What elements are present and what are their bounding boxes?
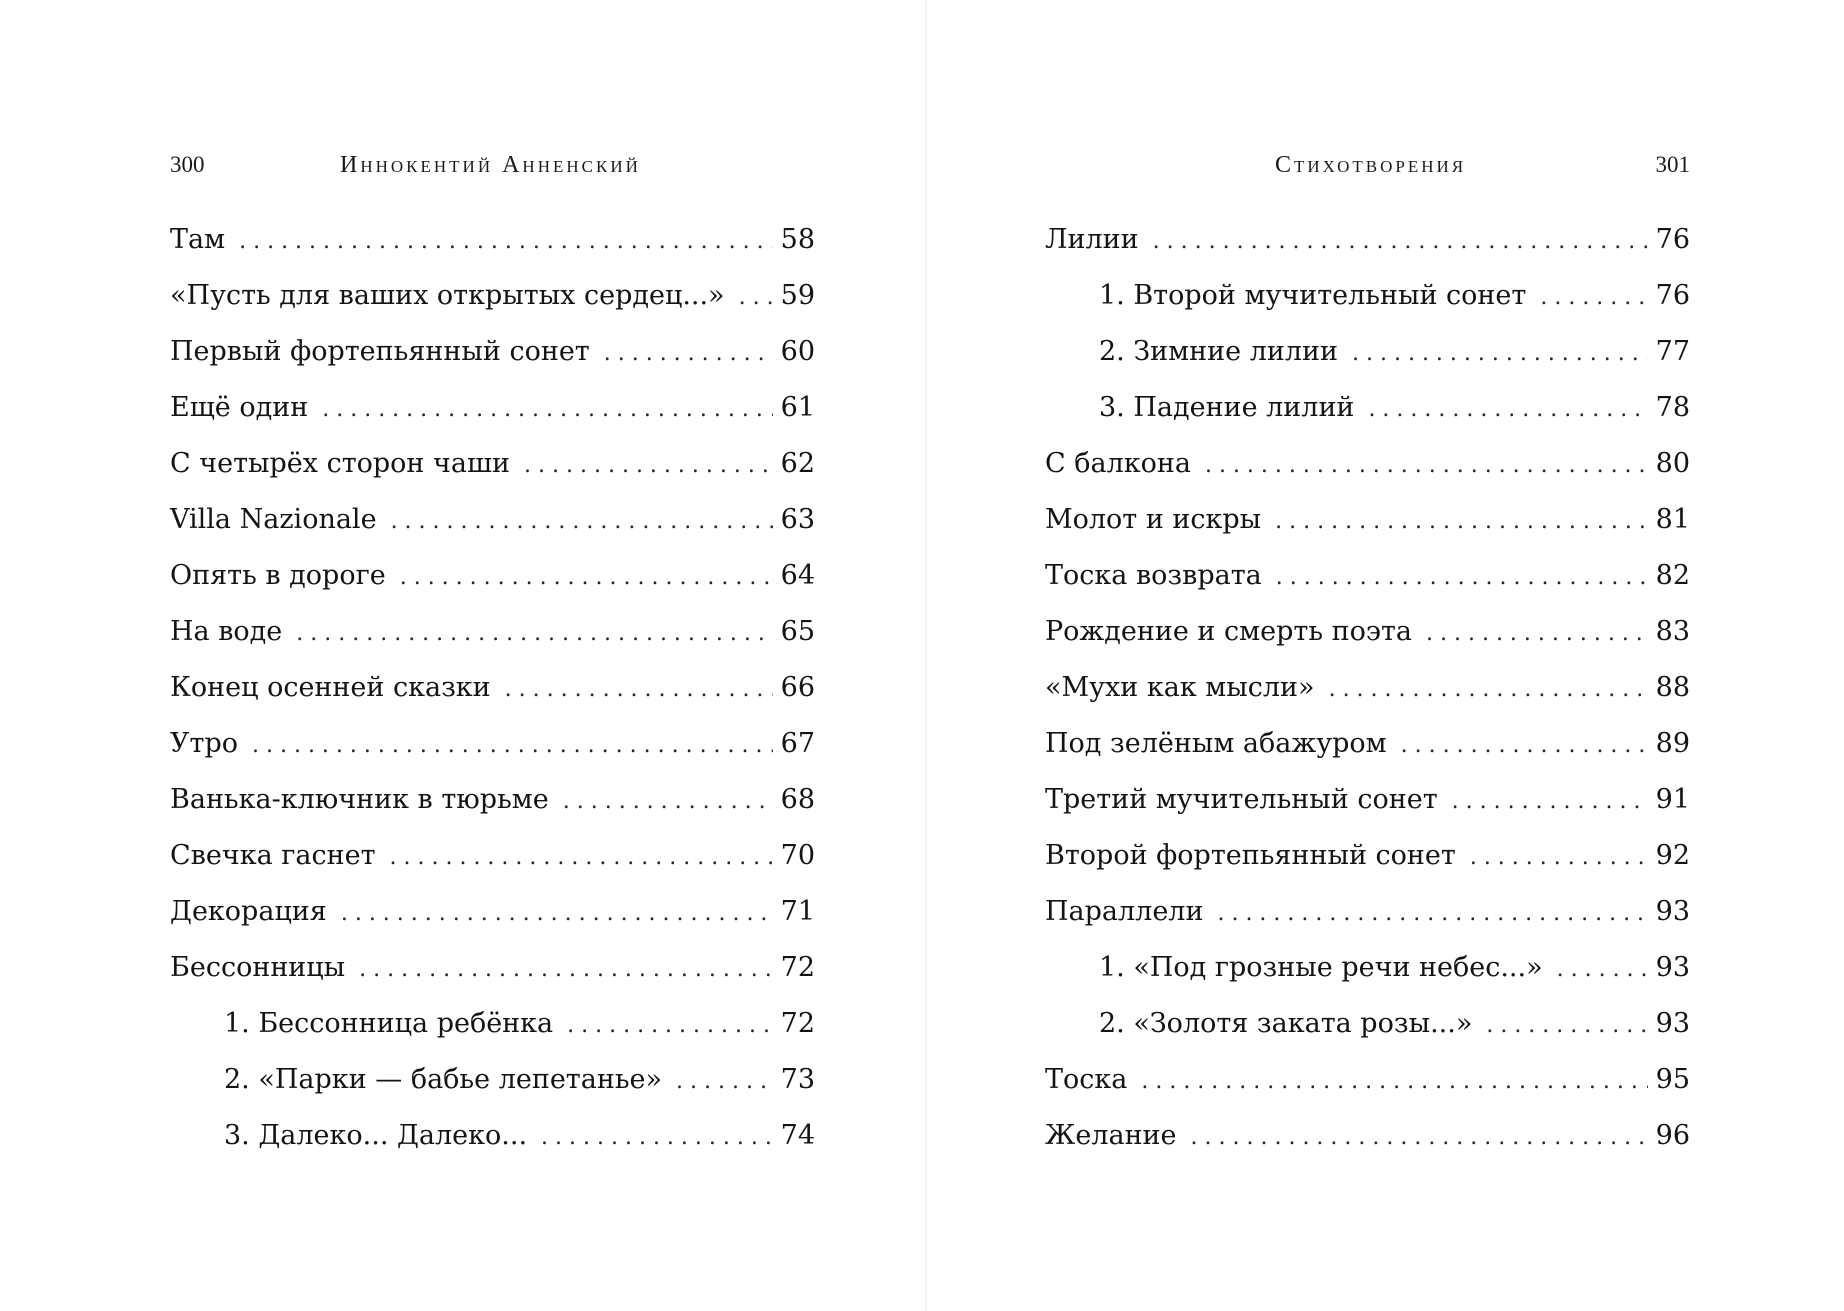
toc-entry — [1045, 380, 1690, 436]
toc-entry — [1045, 828, 1690, 884]
toc-entry-title: «Мухи как мысли» — [1045, 672, 1315, 703]
toc-entry-title: 2. Зимние лилии — [1099, 336, 1339, 367]
toc-entry — [1045, 996, 1690, 1052]
toc-entry-page: 72 — [780, 1008, 815, 1039]
toc-entry — [170, 492, 815, 548]
dot-leader — [739, 270, 773, 326]
toc-entry — [1045, 212, 1690, 268]
toc-entry-page: 74 — [780, 1120, 815, 1151]
toc-entry-page: 65 — [780, 616, 815, 647]
toc-entry-title: С балкона — [1045, 448, 1191, 479]
toc-entry-page: 89 — [1655, 728, 1690, 759]
toc-entry-page: 82 — [1655, 560, 1690, 591]
toc-entry — [170, 548, 815, 604]
toc-entry-title: 3. Далеко... Далеко... — [224, 1120, 528, 1151]
dot-leader — [541, 1110, 773, 1166]
dot-leader — [322, 382, 772, 438]
toc-entry — [170, 884, 815, 940]
dot-leader — [1486, 998, 1647, 1054]
toc-entry-page: 67 — [780, 728, 815, 759]
toc-entry-title: 2. «Золотя заката розы...» — [1099, 1008, 1473, 1039]
dot-leader — [524, 438, 773, 494]
toc-entry — [1045, 772, 1690, 828]
dot-leader — [1329, 662, 1648, 718]
dot-leader — [391, 494, 773, 550]
toc-entry-title: Под зелёным абажуром — [1045, 728, 1387, 759]
dot-leader — [604, 326, 773, 382]
dot-leader — [1368, 382, 1647, 438]
toc-entry — [1045, 940, 1690, 996]
toc-entry-page: 81 — [1655, 504, 1690, 535]
toc-entry — [170, 1108, 815, 1164]
toc-entry-page: 73 — [780, 1064, 815, 1095]
toc-entry-page: 76 — [1655, 224, 1690, 255]
dot-leader — [1557, 942, 1648, 998]
right-running-title: Стихотворения — [1275, 152, 1467, 178]
dot-leader — [1426, 606, 1648, 662]
toc-entry-page: 76 — [1655, 280, 1690, 311]
toc-entry — [1045, 548, 1690, 604]
toc-entry-page: 64 — [780, 560, 815, 591]
dot-leader — [1205, 438, 1648, 494]
dot-leader — [1352, 326, 1648, 382]
dot-leader — [505, 662, 773, 718]
dot-leader — [239, 214, 773, 270]
dot-leader — [1276, 550, 1648, 606]
toc-entry — [170, 996, 815, 1052]
dot-leader — [1452, 774, 1648, 830]
toc-entry-page: 58 — [780, 224, 815, 255]
toc-entry-page: 61 — [780, 392, 815, 423]
toc-entry — [1045, 604, 1690, 660]
dot-leader — [1217, 886, 1647, 942]
toc-entry-title: Третий мучительный сонет — [1045, 784, 1438, 815]
dot-leader — [1470, 830, 1648, 886]
toc-entry-title: 1. «Под грозные речи небес...» — [1099, 952, 1543, 983]
toc-entry-title: 2. «Парки — бабье лепетанье» — [224, 1064, 663, 1095]
toc-entry-page: 62 — [780, 448, 815, 479]
toc-entry-page: 78 — [1655, 392, 1690, 423]
toc-entry-title: Второй фортепьянный сонет — [1045, 840, 1456, 871]
toc-entry-page: 93 — [1655, 1008, 1690, 1039]
left-running-head — [170, 152, 815, 182]
right-page — [1045, 0, 1690, 1311]
toc-entry-title: На воде — [170, 616, 283, 647]
dot-leader — [296, 606, 772, 662]
toc-entry-title: Первый фортепьянный сонет — [170, 336, 590, 367]
toc-entry — [170, 828, 815, 884]
toc-entry-title: Утро — [170, 728, 238, 759]
dot-leader — [252, 718, 773, 774]
toc-entry-title: 1. Бессонница ребёнка — [224, 1008, 554, 1039]
toc-entry — [1045, 492, 1690, 548]
toc-entry-title: Рождение и смерть поэта — [1045, 616, 1413, 647]
toc-entry — [170, 716, 815, 772]
toc-entry — [1045, 660, 1690, 716]
toc-entry — [170, 940, 815, 996]
toc-entry — [170, 436, 815, 492]
right-running-head — [1045, 152, 1690, 182]
dot-leader — [676, 1054, 773, 1110]
toc-entry — [1045, 268, 1690, 324]
toc-entry-title: Ещё один — [170, 392, 309, 423]
toc-entry-title: Конец осенней сказки — [170, 672, 491, 703]
toc-entry-title: «Пусть для ваших открытых сердец...» — [170, 280, 725, 311]
dot-leader — [1401, 718, 1648, 774]
left-toc-list — [170, 212, 815, 1164]
dot-leader — [390, 830, 773, 886]
toc-entry-page: 83 — [1655, 616, 1690, 647]
toc-entry — [1045, 884, 1690, 940]
toc-entry-page: 72 — [780, 952, 815, 983]
toc-entry-page: 91 — [1655, 784, 1690, 815]
toc-entry-page: 95 — [1655, 1064, 1690, 1095]
toc-entry-title: Бессонницы — [170, 952, 346, 983]
toc-entry — [170, 604, 815, 660]
left-page-number: 300 — [170, 152, 205, 177]
toc-entry-page: 70 — [780, 840, 815, 871]
dot-leader — [1141, 1054, 1647, 1110]
toc-entry-title: 1. Второй мучительный сонет — [1099, 280, 1527, 311]
toc-entry-title: Желание — [1045, 1120, 1177, 1151]
dot-leader — [563, 774, 773, 830]
toc-entry-title: Тоска — [1045, 1064, 1128, 1095]
toc-entry-title: Молот и искры — [1045, 504, 1262, 535]
dot-leader — [1275, 494, 1647, 550]
toc-entry — [170, 660, 815, 716]
toc-entry-title: Тоска возврата — [1045, 560, 1262, 591]
toc-entry-title: Ванька-ключник в тюрьме — [170, 784, 549, 815]
toc-entry-page: 77 — [1655, 336, 1690, 367]
toc-entry-title: Параллели — [1045, 896, 1204, 927]
toc-entry-title: Там — [170, 224, 226, 255]
toc-entry — [1045, 324, 1690, 380]
toc-entry-page: 66 — [780, 672, 815, 703]
toc-entry — [1045, 1052, 1690, 1108]
toc-entry — [1045, 436, 1690, 492]
dot-leader — [341, 886, 773, 942]
toc-entry-page: 63 — [780, 504, 815, 535]
toc-entry — [1045, 716, 1690, 772]
dot-leader — [359, 942, 772, 998]
right-page-number: 301 — [1655, 152, 1690, 177]
toc-entry-page: 93 — [1655, 952, 1690, 983]
toc-entry — [170, 212, 815, 268]
toc-entry — [170, 380, 815, 436]
toc-entry — [170, 268, 815, 324]
toc-entry-page: 96 — [1655, 1120, 1690, 1151]
toc-entry-page: 93 — [1655, 896, 1690, 927]
toc-entry-title: Villa Nazionale — [170, 504, 377, 535]
toc-entry-title: Лилии — [1045, 224, 1139, 255]
toc-entry-page: 71 — [780, 896, 815, 927]
dot-leader — [1153, 214, 1648, 270]
toc-entry-page: 88 — [1655, 672, 1690, 703]
left-running-title: Иннокентий Анненский — [340, 152, 641, 178]
toc-entry-title: Свечка гаснет — [170, 840, 376, 871]
toc-entry — [1045, 1108, 1690, 1164]
dot-leader — [400, 550, 773, 606]
dot-leader — [1540, 270, 1647, 326]
toc-entry-title: С четырёх сторон чаши — [170, 448, 511, 479]
dot-leader — [567, 998, 772, 1054]
toc-entry-page: 68 — [780, 784, 815, 815]
toc-entry-page: 80 — [1655, 448, 1690, 479]
toc-entry — [170, 324, 815, 380]
toc-entry-title: Опять в дороге — [170, 560, 386, 591]
dot-leader — [1191, 1110, 1648, 1166]
right-toc-list — [1045, 212, 1690, 1164]
page-gutter — [925, 0, 927, 1311]
toc-entry — [170, 772, 815, 828]
toc-entry-page: 59 — [780, 280, 815, 311]
toc-entry — [170, 1052, 815, 1108]
toc-entry-title: Декорация — [170, 896, 327, 927]
toc-entry-page: 60 — [780, 336, 815, 367]
toc-entry-page: 92 — [1655, 840, 1690, 871]
left-page — [170, 0, 815, 1311]
toc-entry-title: 3. Падение лилий — [1099, 392, 1355, 423]
